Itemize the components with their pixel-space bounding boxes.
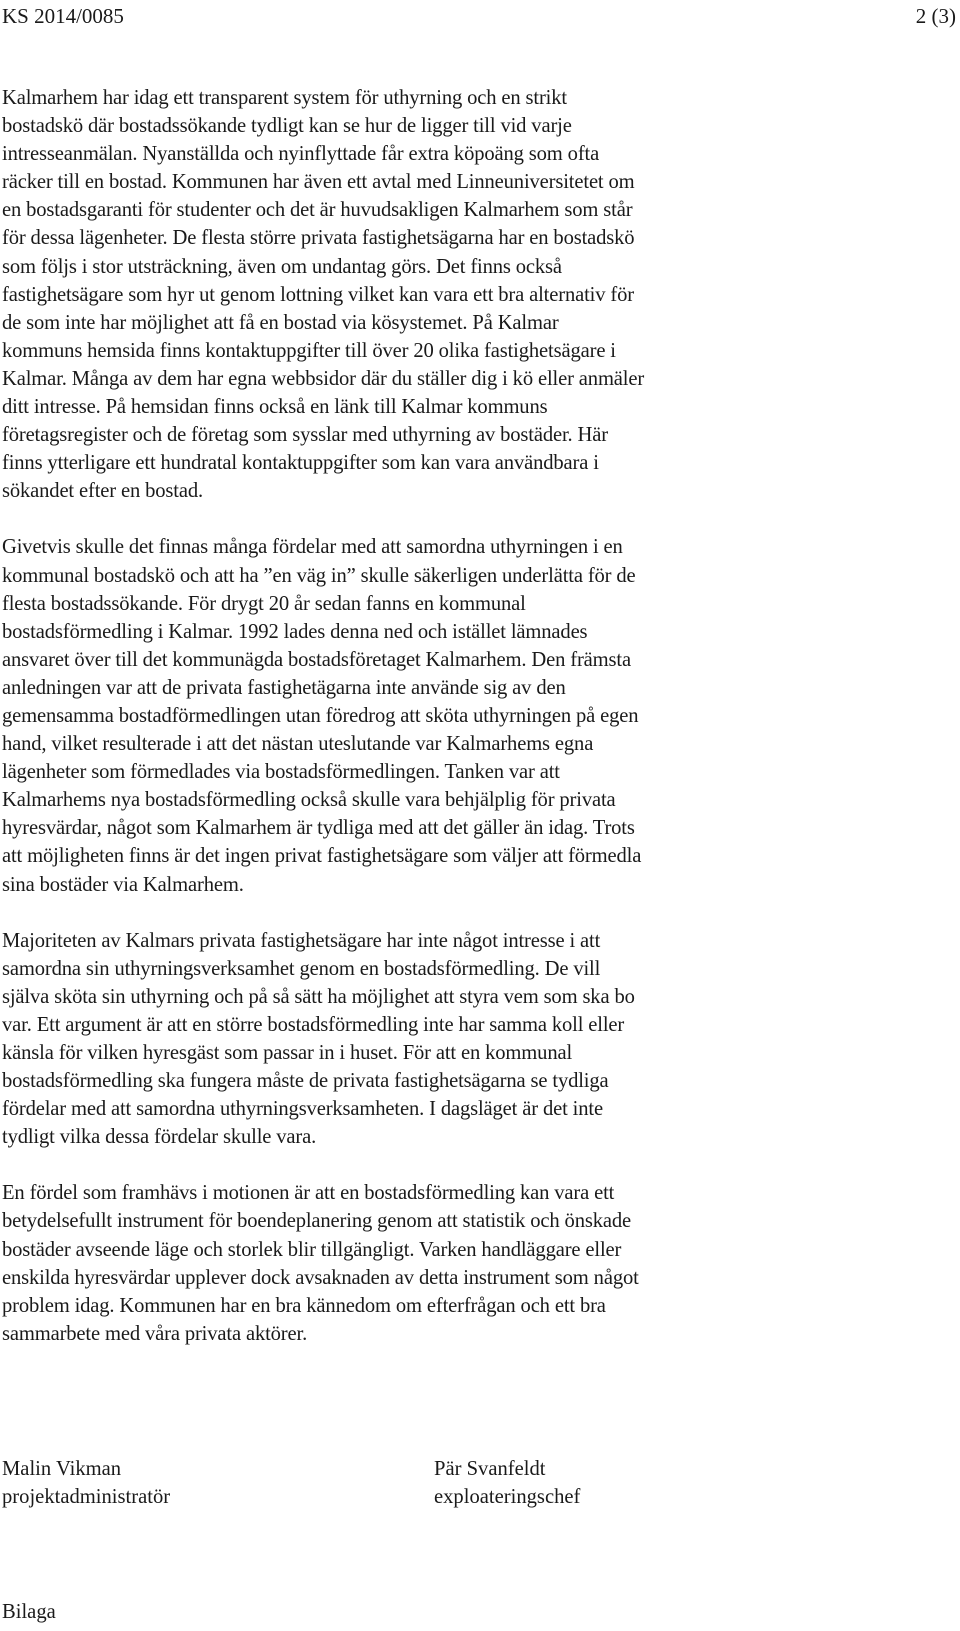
signatory-title: exploateringschef — [434, 1486, 581, 1508]
text-line: sina bostäder via Kalmarhem. — [2, 873, 244, 896]
text-line: Majoriteten av Kalmars privata fastighetsägare har inte något intresse i att — [2, 929, 601, 952]
text-line: känsla för vilken hyresgäst som passar in i huset. För att en kommunal — [2, 1042, 573, 1064]
text-line: som följs i stor utsträckning, även om undantag görs. Det finns också — [2, 255, 562, 278]
text-line: för dessa lägenheter. De flesta större privata fastighetsägarna har en bostadskö — [2, 227, 635, 250]
text-line: hand, vilket resulterade i att det nästan uteslutande var Kalmarhems egna — [2, 733, 594, 756]
signature — [434, 1455, 580, 1511]
text-line: sökandet efter en bostad. — [2, 480, 203, 503]
text-line: ansvaret över till det kommunägda bostadsföretaget Kalmarhem. Den främsta — [2, 648, 631, 671]
text-line: Kalmarhem har idag ett transparent system för uthyrning och en strikt — [2, 87, 567, 109]
text-line: samordna sin uthyrningsverksamhet genom en bostadsförmedling. De vill — [2, 957, 601, 980]
text-line: fastighetsägare som hyr ut genom lottning vilket kan vara ett bra alternativ för — [2, 283, 634, 306]
signature-block — [0, 1455, 960, 1525]
text-line: lägenheter som förmedlades via bostadsförmedlingen. Tanken var att — [2, 761, 560, 784]
text-line: fördelar med att samordna uthyrningsverksamheten. I dagsläget är det inte — [2, 1098, 603, 1121]
text-line: Kalmarhems nya bostadsförmedling också skulle vara behjälplig för privata — [2, 789, 616, 812]
signatory-title: projektadministratör — [2, 1486, 171, 1508]
text-line: själva sköta sin uthyrning och på så sätt ha möjlighet att styra vem som ska bo — [2, 985, 635, 1008]
text-line: bostadsförmedling ska fungera måste de privata fastighetsägarna se tydliga — [2, 1070, 609, 1093]
text-line: betydelsefullt instrument för boendeplanering genom att statistik och önskade — [2, 1210, 631, 1233]
paragraph — [2, 84, 950, 505]
text-line: räcker till en bostad. Kommunen har även ett avtal med Linneuniversitetet om — [2, 171, 635, 194]
text-line: intresseanmälan. Nyanställda och nyinflyttade får extra köpoäng som ofta — [2, 143, 600, 166]
paragraph — [2, 533, 950, 898]
text-line: anledningen var att de privata fastighetägarna inte använde sig av den — [2, 676, 566, 699]
text-line: bostadskö där bostadssökande tydligt kan se hur de ligger till vid varje — [2, 115, 572, 138]
text-line: hyresvärdar, något som Kalmarhem är tydliga med att det gäller än idag. Trots — [2, 817, 635, 840]
text-line: gemensamma bostadförmedlingen utan föredrog att sköta uthyrningen på egen — [2, 704, 639, 727]
signatory-name: Malin Vikman — [2, 1458, 122, 1480]
text-line: finns ytterligare ett hundratal kontaktuppgifter som kan vara användbara i — [2, 452, 599, 475]
text-line: kommuns hemsida finns kontaktuppgifter till över 20 olika fastighetsägare i — [2, 339, 616, 362]
text-line: en bostadsgaranti för studenter och det är huvudsakligen Kalmarhem som står — [2, 199, 633, 222]
text-line: företagsregister och de företag som sysslar med uthyrning av bostäder. Här — [2, 424, 608, 447]
text-line: flesta bostadssökande. För drygt 20 år sedan fanns en kommunal — [2, 592, 526, 615]
text-line: var. Ett argument är att en större bostadsförmedling inte har samma koll eller — [2, 1013, 625, 1036]
text-line: sammarbete med våra privata aktörer. — [2, 1322, 308, 1345]
signature — [2, 1455, 170, 1511]
document-body — [2, 84, 950, 1376]
signatory-name: Pär Svanfeldt — [434, 1458, 546, 1480]
text-line: att möjligheten finns är det ingen privat fastighetsägare som väljer att förmedla — [2, 845, 642, 868]
text-line: problem idag. Kommunen har en bra kännedom om efterfrågan och ett bra — [2, 1294, 606, 1317]
text-line: tydligt vilka dessa fördelar skulle vara. — [2, 1126, 317, 1149]
text-line: kommunal bostadskö och att ha ”en väg in” skulle säkerligen underlätta för de — [2, 564, 636, 587]
text-line: enskilda hyresvärdar upplever dock avsaknaden av detta instrument som något — [2, 1266, 639, 1289]
text-line: bostäder avseende läge och storlek blir tillgängligt. Varken handläggare eller — [2, 1238, 622, 1261]
text-line: Givetvis skulle det finnas många fördelar med att samordna uthyrningen i en — [2, 536, 623, 559]
paragraph — [2, 1179, 950, 1348]
text-line: de som inte har möjlighet att få en bostad via kösystemet. På Kalmar — [2, 311, 559, 334]
attachment-label: Bilaga — [2, 1601, 56, 1623]
text-line: Kalmar. Många av dem har egna webbsidor där du ställer dig i kö eller anmäler — [2, 367, 645, 390]
page-header — [2, 2, 956, 30]
paragraph — [2, 927, 950, 1152]
text-line: ditt intresse. På hemsidan finns också en länk till Kalmar kommuns — [2, 396, 548, 419]
text-line: bostadsförmedling i Kalmar. 1992 lades denna ned och istället lämnades — [2, 620, 588, 643]
document-reference: KS 2014/0085 — [2, 4, 124, 28]
page-number: 2 (3) — [915, 4, 956, 28]
text-line: En fördel som framhävs i motionen är att en bostadsförmedling kan vara ett — [2, 1182, 615, 1205]
